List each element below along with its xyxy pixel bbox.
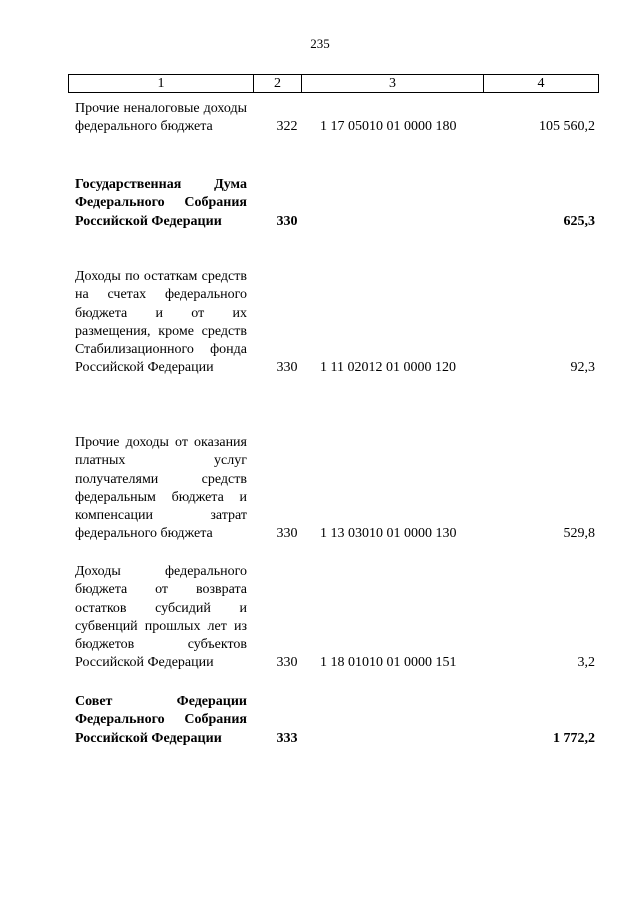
- row-amount: 105 560,2: [539, 119, 595, 135]
- row-code: 330: [276, 655, 298, 671]
- row-amount: 3,2: [577, 655, 595, 671]
- row-amount: 1 772,2: [553, 730, 595, 746]
- table-header: [68, 74, 599, 93]
- header-col-1: 1: [69, 75, 254, 92]
- table-row: [75, 563, 595, 673]
- row-kbk: 1 13 03010 01 0000 130: [320, 526, 457, 542]
- row-code: 322: [276, 119, 298, 135]
- row-name: Прочие доходы от оказания платных услуг получателями средств федеральным бюджета и компенсации затрат федерального бюджета: [75, 435, 247, 542]
- row-name: Государственная Дума Федерального Собрания Российской Федерации: [75, 177, 247, 229]
- row-name: Доходы по остаткам средств на счетах федерального бюджета и от их размещения, кроме средств Стабилизационного фонда Российской Федерации: [75, 269, 247, 376]
- table-row: [75, 100, 595, 137]
- table-row: [75, 176, 595, 231]
- header-col-4: 4: [537, 76, 545, 91]
- row-kbk: 1 17 05010 01 0000 180: [320, 119, 457, 135]
- row-kbk: 1 18 01010 01 0000 151: [320, 655, 457, 671]
- row-amount: 92,3: [570, 360, 595, 376]
- row-amount: 529,8: [563, 526, 595, 542]
- header-col-2: 2: [254, 75, 302, 92]
- page-number: 235: [310, 36, 330, 51]
- row-kbk: 1 11 02012 01 0000 120: [320, 360, 456, 376]
- row-name: Совет Федерации Федерального Собрания Российской Федерации: [75, 694, 247, 746]
- row-amount: 625,3: [563, 213, 595, 229]
- row-name: Доходы федерального бюджета от возврата остатков субсидий и субвенций прошлых лет из бюджетов субъектов Российской Федерации: [75, 564, 247, 671]
- table-row: [75, 693, 595, 748]
- row-name: Прочие неналоговые доходы федерального бюджета: [75, 101, 247, 135]
- table-row: [75, 268, 595, 378]
- row-code: 330: [276, 526, 298, 542]
- row-code: 333: [276, 730, 298, 746]
- table-row: [75, 434, 595, 544]
- row-code: 330: [276, 213, 298, 229]
- header-col-3: 3: [302, 75, 484, 92]
- row-code: 330: [276, 360, 298, 376]
